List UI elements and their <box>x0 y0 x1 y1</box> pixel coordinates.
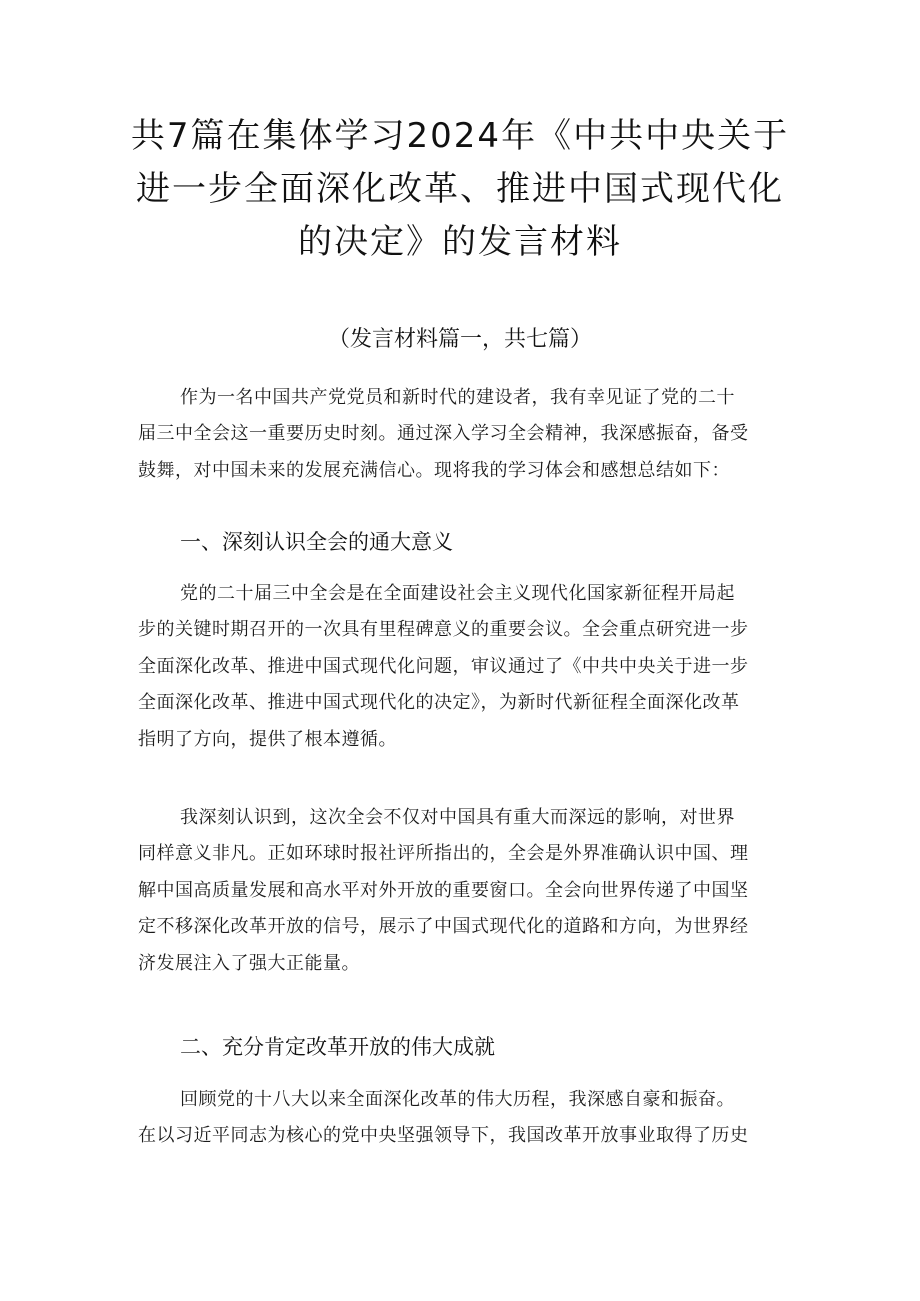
para3-line-1: 回顾党的十八大以来全面深化改革的伟大历程，我深感自豪和振奋。 <box>180 1089 735 1110</box>
title-line-1: 共7篇在集体学习2024年《中共中央关于 <box>130 116 790 156</box>
paragraph-1 <box>138 576 794 758</box>
para1-line-2: 步的关键时期召开的一次具有里程碑意义的重要会议。全会重点研究进一步 <box>138 619 749 641</box>
document-subtitle: （发言材料篇一，共七篇） <box>327 327 592 352</box>
para1-line-4: 全面深化改革、推进中国式现代化的决定》，为新时代新征程全面深化改革 <box>138 692 740 714</box>
title-line-3: 的决定》的发言材料 <box>298 222 622 262</box>
para2-line-1: 我深刻认识到，这次全会不仅对中国具有重大而深远的影响，对世界 <box>180 807 735 828</box>
intro-paragraph <box>138 380 794 489</box>
para2-line-2: 同样意义非凡。正如环球时报社评所指出的，全会是外界准确认识中国、理 <box>138 843 749 865</box>
section-heading-2: 二、充分肯定改革开放的伟大成就 <box>180 1035 495 1059</box>
para3-line-2: 在以习近平同志为核心的党中央坚强领导下，我国改革开放事业取得了历史 <box>138 1125 749 1147</box>
paragraph-3 <box>138 1082 794 1155</box>
intro-line-3: 鼓舞，对中国未来的发展充满信心。现将我的学习体会和感想总结如下： <box>138 459 730 481</box>
intro-line-1: 作为一名中国共产党党员和新时代的建设者，我有幸见证了党的二十 <box>180 387 735 408</box>
para2-line-4: 定不移深化改革开放的信号，展示了中国式现代化的道路和方向，为世界经 <box>138 916 749 938</box>
section-heading-1: 一、深刻认识全会的通大意义 <box>180 530 453 554</box>
title-line-2: 进一步全面深化改革、推进中国式现代化 <box>136 169 784 209</box>
para1-line-1: 党的二十届三中全会是在全面建设社会主义现代化国家新征程开局起 <box>180 583 735 604</box>
para2-line-5: 济发展注入了强大正能量。 <box>138 952 360 974</box>
para1-line-5: 指明了方向，提供了根本遵循。 <box>138 728 397 750</box>
para2-line-3: 解中国高质量发展和高水平对外开放的重要窗口。全会向世界传递了中国坚 <box>138 879 749 901</box>
intro-line-2: 届三中全会这一重要历史时刻。通过深入学习全会精神，我深感振奋，备受 <box>138 423 749 445</box>
document-title <box>100 110 820 269</box>
para1-line-3: 全面深化改革、推进中国式现代化问题，审议通过了《中共中央关于进一步 <box>138 655 749 677</box>
paragraph-2 <box>138 800 794 982</box>
